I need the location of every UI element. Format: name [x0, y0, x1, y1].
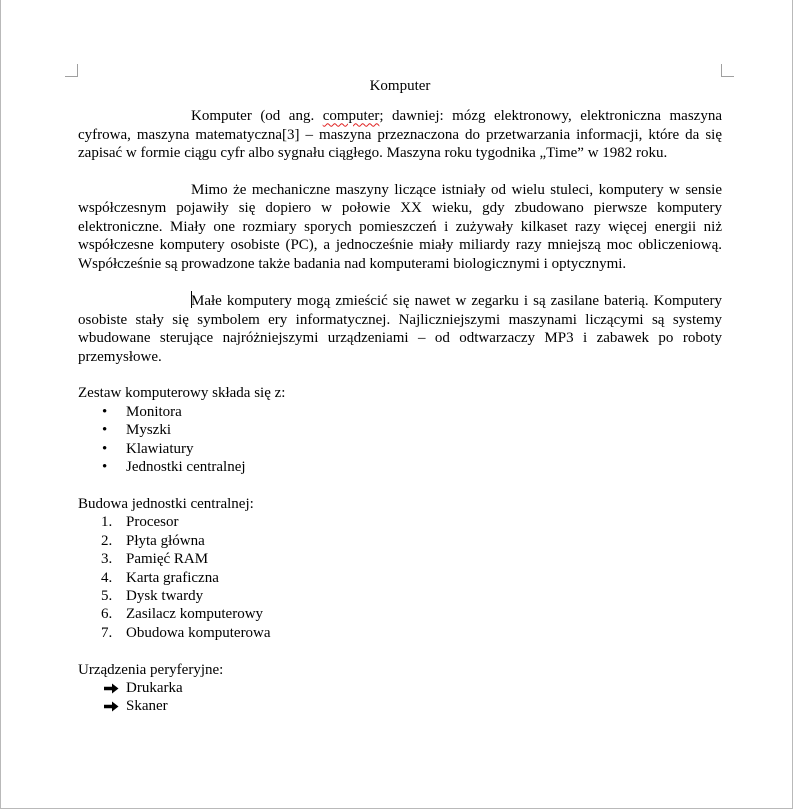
list-number: 2.	[101, 532, 113, 549]
list-item	[78, 532, 722, 550]
bullet-icon: •	[102, 459, 108, 476]
paragraph-1-start: Komputer (od ang.	[191, 108, 323, 125]
peripheral-list	[78, 679, 722, 716]
bullet-icon: •	[102, 422, 108, 439]
build-list	[78, 513, 722, 642]
list-item-label: Procesor	[126, 514, 179, 531]
list-item-label: Dysk twardy	[126, 587, 204, 604]
list-item	[78, 458, 722, 476]
list-item	[78, 403, 722, 421]
list-item	[78, 587, 722, 605]
list-item-label: Zasilacz komputerowy	[126, 606, 264, 623]
list-item-label: Obudowa komputerowa	[126, 624, 271, 641]
list-item	[78, 679, 722, 697]
list-item-label: Płyta główna	[126, 532, 205, 549]
peripheral-list-heading: Urządzenia peryferyjne:	[78, 661, 224, 678]
list-item-label: Monitora	[126, 403, 182, 420]
set-list-heading: Zestaw komputerowy składa się z:	[78, 385, 286, 402]
list-number: 7.	[101, 624, 113, 641]
list-item-label: Myszki	[126, 422, 171, 439]
right-arrow-icon	[104, 683, 119, 694]
list-item	[78, 513, 722, 531]
list-number: 4.	[101, 569, 113, 586]
list-item-label: Klawiatury	[126, 440, 194, 457]
list-item-label: Pamięć RAM	[126, 551, 209, 568]
paragraph-1	[78, 107, 722, 162]
paragraph-2: Mimo że mechaniczne maszyny liczące istniały od wielu stuleci, komputery w sensie współczesnym pojawiły się dopiero w połowie XX wieku, gdy zbudowano pierwsze komputery elektroniczne. Miały one rozmiary sporych pomieszczeń i zużywały kilkaset razy więcej energii niż współczesne komputery osobiste (PC), a jednocześnie miały miliardy razy mniejszą moc obliczeniową. Współcześnie są prowadzone także badania nad komputerami biologicznymi i optycznymi.	[78, 182, 722, 272]
bullet-icon: •	[102, 403, 108, 420]
build-list-heading: Budowa jednostki centralnej:	[78, 495, 254, 512]
list-number: 6.	[101, 606, 113, 623]
list-item	[78, 421, 722, 439]
list-item	[78, 550, 722, 568]
bullet-icon: •	[102, 440, 108, 457]
list-item-label: Drukarka	[126, 679, 183, 696]
list-item	[78, 697, 722, 715]
paragraph-3-text: Małe komputery mogą zmieścić się nawet w zegarku i są zasilane baterią. Komputery osobiste stały się symbolem ery informatycznej. Najliczniejszymi maszynami liczącymi są systemy wbudowane sterujące najróżniejszymi urządzeniami – od odtwarzaczy MP3 i zabawek po roboty przemysłowe.	[78, 293, 722, 365]
list-item	[78, 624, 722, 642]
misspelled-word[interactable]: computer	[322, 108, 380, 125]
list-item	[78, 569, 722, 587]
document-title: Komputer	[369, 78, 431, 94]
set-list	[78, 403, 722, 477]
list-item	[78, 605, 722, 623]
list-item	[78, 440, 722, 458]
paragraph-1-rest: ; dawniej: mózg elektronowy, elektroniczna maszyna cyfrowa, maszyna matematyczna[3] – maszyna przeznaczona do przetwarzania informacji, które da się zapisać w formie ciągu cyfr albo sygnału ciągłego. Maszyna roku tygodnika „Time” w 1982 roku.	[78, 108, 722, 162]
paragraph-3	[78, 291, 722, 366]
list-number: 5.	[101, 587, 113, 604]
list-item-label: Karta graficzna	[126, 569, 219, 586]
list-item-label: Skaner	[126, 698, 168, 715]
list-item-label: Jednostki centralnej	[126, 459, 246, 476]
right-arrow-icon	[104, 701, 119, 712]
list-number: 1.	[101, 514, 113, 531]
list-number: 3.	[101, 551, 113, 568]
margin-mark-top-right	[721, 64, 734, 77]
document-body[interactable]	[78, 77, 722, 734]
margin-mark-top-left	[65, 64, 78, 77]
